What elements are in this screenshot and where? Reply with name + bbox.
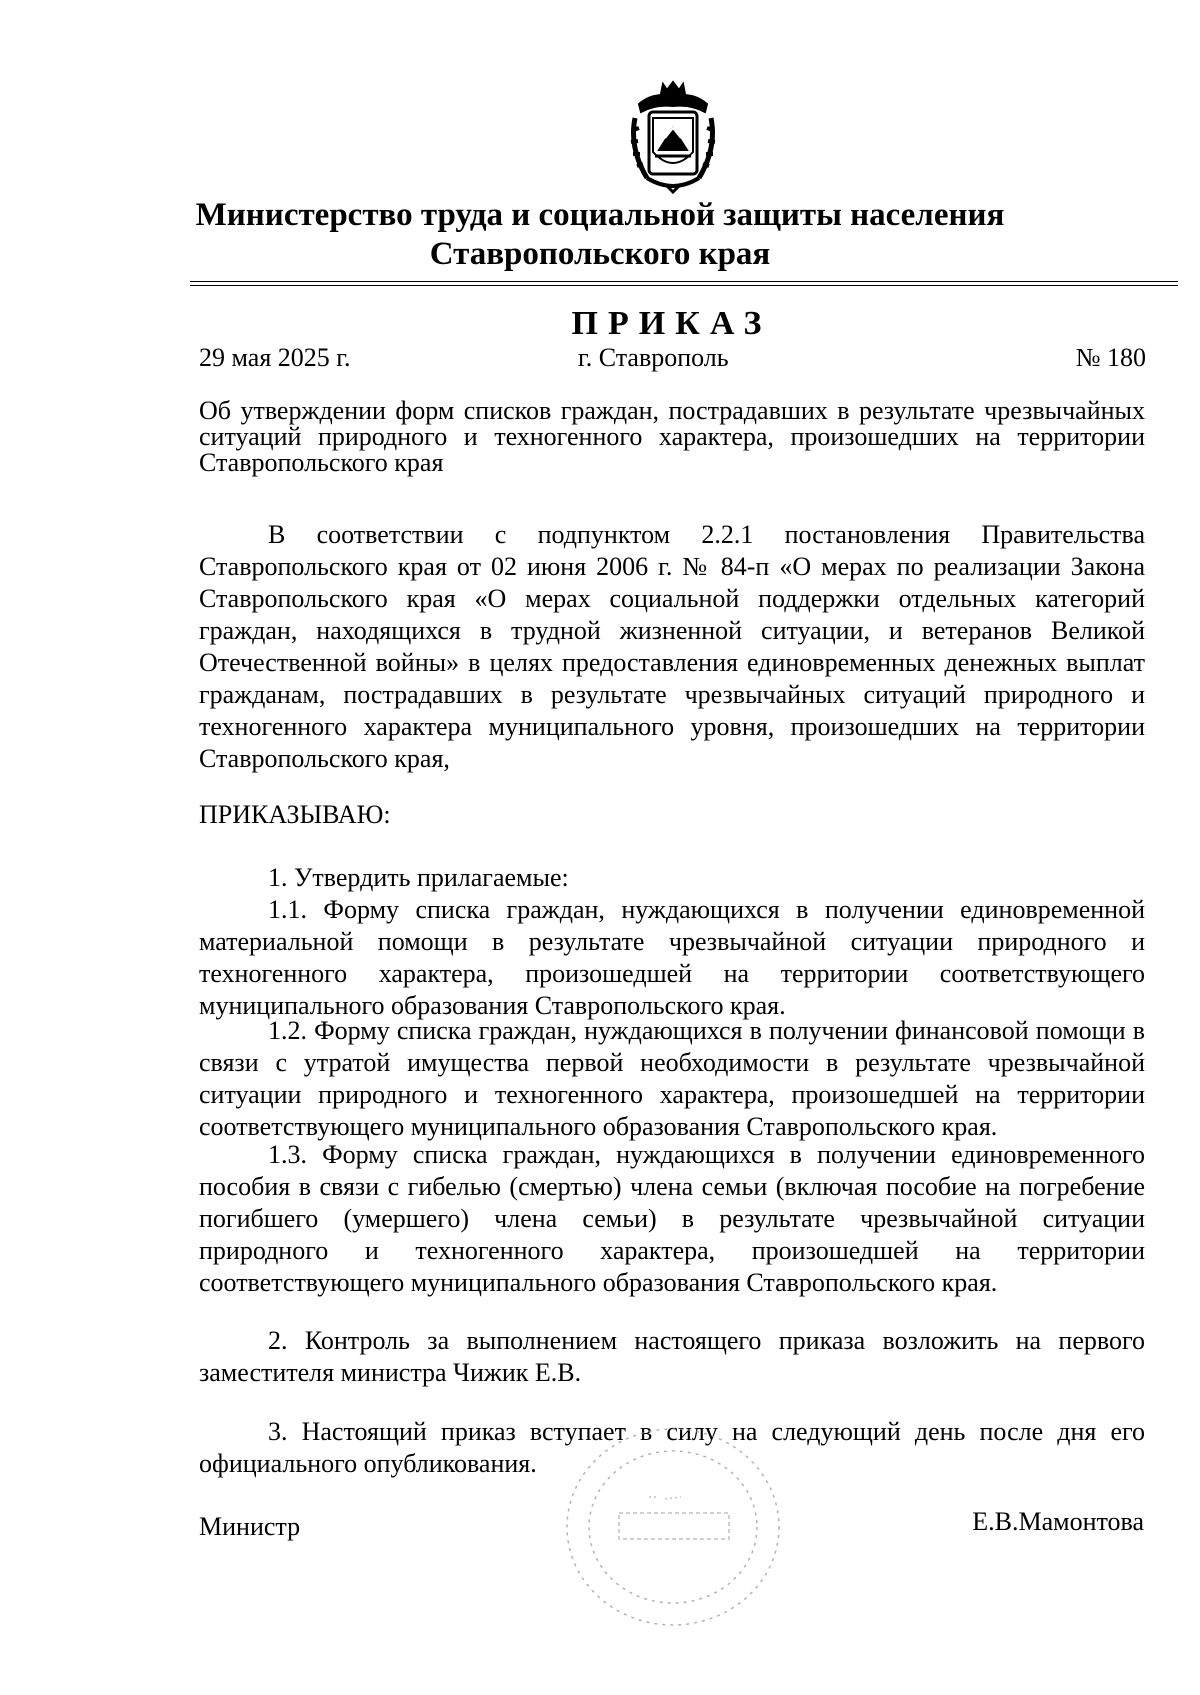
item-1-3: 1.3. Форму списка граждан, нуждающихся в получении единовременного пособия в связи с гибелью (смертью) члена семьи (включая пособие на погребение погибшего (умершего) члена семьи) в результате чрезвычайной ситуации природного и техногенного характера, произошедшей на территории соответствующего муниципального образования Ставропольского края. <box>199 1140 1145 1297</box>
coat-of-arms-icon <box>625 78 721 196</box>
preamble-paragraph: В соответствии с подпунктом 2.2.1 постановления Правительства Ставропольского края от 02 июня 2006 г. № 84-п «О мерах по реализации Закона Ставропольского края «О мерах социальной поддержки отдельных категорий граждан, находящихся в трудной жизненной ситуации, и ветеранов Великой Отечественной войны» в целях предоставления единовременных денежных выплат гражданам, пострадавших в результате чрезвычайных ситуаций природного и техногенного характера муниципального уровня, произошедших на территории Ставропольского края, <box>199 520 1145 773</box>
official-seal-icon <box>553 1417 793 1637</box>
header-divider <box>190 281 1178 282</box>
item-3: 3. Настоящий приказ вступает в силу на следующий день после дня его официального опубликования. <box>199 1417 1145 1478</box>
item-1-2: 1.2. Форму списка граждан, нуждающихся в получении финансовой помощи в связи с утратой имущества первой необходимости в результате чрезвычайной ситуации природного и техногенного характера, произошедшей на территории соответствующего муниципального образования Ставропольского края. <box>199 1016 1145 1141</box>
order-city: г. Ставрополь <box>578 343 729 372</box>
ministry-name-line1: Министерство труда и социальной защиты населения <box>195 197 1005 233</box>
order-number: № 180 <box>1075 343 1146 372</box>
signatory-name: Е.В.Мамонтова <box>972 1507 1144 1536</box>
order-items <box>199 862 1145 1022</box>
header-divider-thin <box>190 285 1178 286</box>
order-verb: ПРИКАЗЫВАЮ: <box>199 800 391 829</box>
item-1-1: 1.1. Форму списка граждан, нуждающихся в получении единовременной материальной помощи в результате чрезвычайной ситуации природного и техногенного характера, произошедшей на территории соответствующего муниципального образования Ставропольского края. <box>199 895 1145 1020</box>
ministry-name-line2: Ставропольского края <box>429 236 771 272</box>
document-title: ПРИКАЗ <box>571 305 772 342</box>
item-2: 2. Контроль за выполнением настоящего приказа возложить на первого заместителя министра Чижик Е.В. <box>199 1326 1145 1387</box>
order-date: 29 мая 2025 г. <box>199 343 351 372</box>
item-1: 1. Утвердить прилагаемые: <box>268 863 569 892</box>
signatory-role: Министр <box>199 1512 301 1541</box>
order-subject: Об утверждении форм списков граждан, пострадавших в результате чрезвычайных ситуаций природного и техногенного характера, произошедших на территории Ставропольского края <box>199 396 1145 477</box>
